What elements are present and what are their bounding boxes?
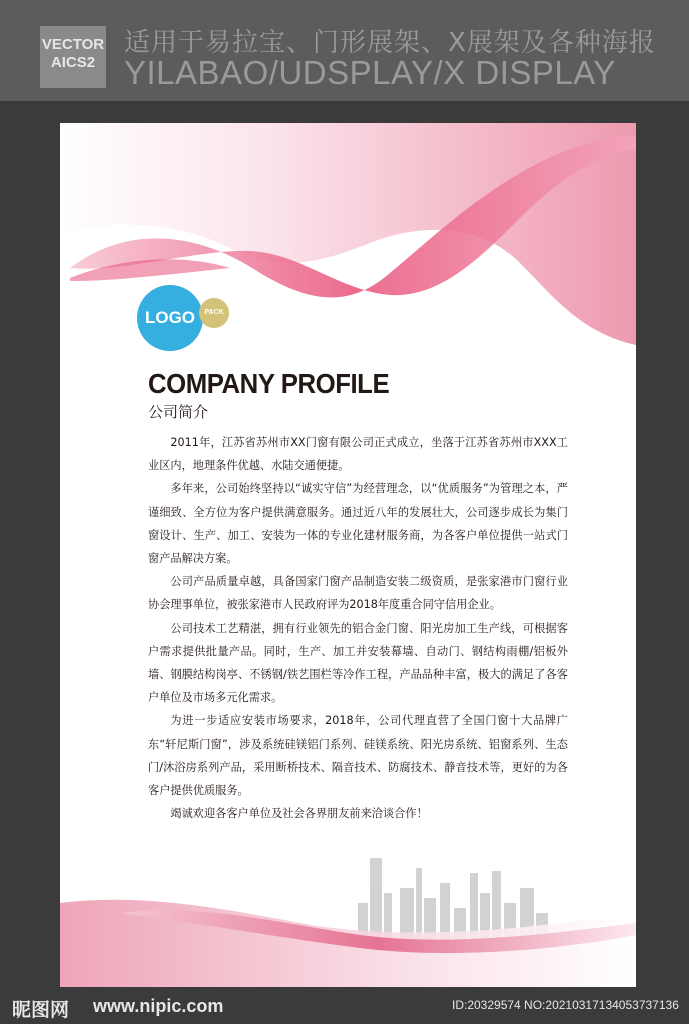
profile-title-chinese: 公司简介 xyxy=(148,403,209,421)
paragraph: 多年来，公司始终坚持以“诚实守信”为经营理念，以“优质服务”为管理之本，严谨细致、全方位为客户提供满意服务。通过近八年的发展壮大，公司逐步成长为集门窗设计、生产、加工、安装为一体的专业化建材服务商，为各客户单位提供一站式门窗产品解决方案。 xyxy=(148,482,568,566)
vector-badge xyxy=(40,26,106,88)
logo-pack-badge: PACK xyxy=(199,298,229,328)
paragraph: 2011年，江苏省苏州市XX门窗有限公司正式成立，坐落于江苏省苏州市XXX工业区内，地理条件优越、水陆交通便捷。 xyxy=(148,436,568,473)
badge-line-2: AICS2 xyxy=(50,54,96,71)
company-logo: LOGO xyxy=(137,285,203,351)
site-url-link[interactable]: www.nipic.com xyxy=(93,996,224,1016)
top-banner xyxy=(0,0,689,101)
banner-chinese-text: 适用于易拉宝、门形展架、X展架及各种海报 xyxy=(124,28,656,58)
badge-line-1: VECTOR xyxy=(41,36,105,53)
paragraph: 竭诚欢迎各客户单位及社会各界朋友前来洽谈合作！ xyxy=(170,807,428,821)
paragraph: 公司技术工艺精湛，拥有行业领先的铝合金门窗、阳光房加工生产线，可根据客户需求提供批量产品。同时，生产、加工并安装幕墙、自动门、钢结构雨棚/铝板外墙、钢膜结构岗亭、不锈钢/铁艺围栏等冷作工程，产品品种丰富，极大的满足了各客户单位及市场多元化需求。 xyxy=(148,621,568,705)
poster xyxy=(60,123,636,987)
profile-body xyxy=(148,431,568,825)
paragraph: 为进一步适应安装市场要求，2018年，公司代理直营了全国门窗十大品牌广东“轩尼斯门窗”，涉及系统硅镁铝门系列、硅镁系统、阳光房系统、铝窗系列、生态门/沐浴房系列产品，采用断桥技术、隔音技术、防腐技术、静音技术等，更好的为各客户提供优质服务。 xyxy=(148,714,568,798)
paragraph: 公司产品质量卓越，具备国家门窗产品制造安装二级资质，是张家港市门窗行业协会理事单位，被张家港市人民政府评为2018年度重合同守信用企业。 xyxy=(148,575,568,612)
site-logo: 昵图网 xyxy=(12,999,70,1021)
profile-title-english: COMPANY PROFILE xyxy=(148,368,390,399)
image-id-text: ID:20329574 NO:20210317134053737136 xyxy=(452,998,679,1012)
banner-english-text: YILABAO/UDSPLAY/X DISPLAY xyxy=(124,54,616,91)
